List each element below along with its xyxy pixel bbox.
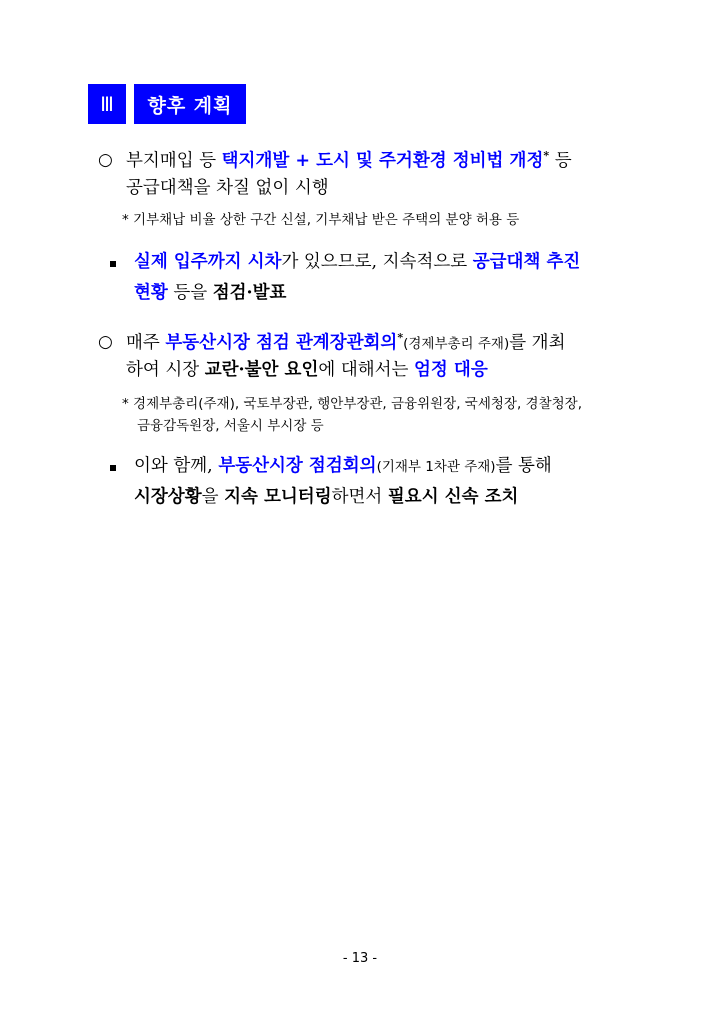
item3-line2: 하여 시장 교란·불안 요인에 대해서는 엄정 대응 <box>126 360 488 380</box>
section-heading <box>88 84 246 124</box>
item1-line1: 부지매입 등 택지개발 + 도시 및 주거환경 정비법 개정* 등 <box>126 149 572 171</box>
circle-bullet-icon: ○ <box>98 150 113 170</box>
section-number: Ⅲ <box>88 84 126 124</box>
section-title: 향후 계획 <box>134 84 246 124</box>
square-bullet-icon <box>110 261 116 267</box>
item2-line1: 실제 입주까지 시차가 있으므로, 지속적으로 공급대책 추진 <box>134 252 581 272</box>
item4-line2: 시장상황을 지속 모니터링하면서 필요시 신속 조치 <box>134 487 519 507</box>
item3-line1: 매주 부동산시장 점검 관계장관회의*(경제부총리 주재)를 개최 <box>126 331 566 353</box>
item4-line1: 이와 함께, 부동산시장 점검회의(기재부 1차관 주재)를 통해 <box>134 456 552 476</box>
item1-line2: 공급대책을 차질 없이 시행 <box>126 178 329 198</box>
item3-footnote-line2: 금융감독원장, 서울시 부시장 등 <box>137 418 324 434</box>
item1-footnote: * 기부채납 비율 상한 구간 신설, 기부채납 받은 주택의 분양 허용 등 <box>122 212 520 228</box>
item3-footnote-line1: * 경제부총리(주재), 국토부장관, 행안부장관, 금융위원장, 국세청장, 경찰청장, <box>122 396 583 412</box>
circle-bullet-icon: ○ <box>98 332 113 352</box>
item2-line2: 현황 등을 점검·발표 <box>134 283 287 303</box>
page-number: - 13 - <box>342 951 378 966</box>
square-bullet-icon <box>110 465 116 471</box>
